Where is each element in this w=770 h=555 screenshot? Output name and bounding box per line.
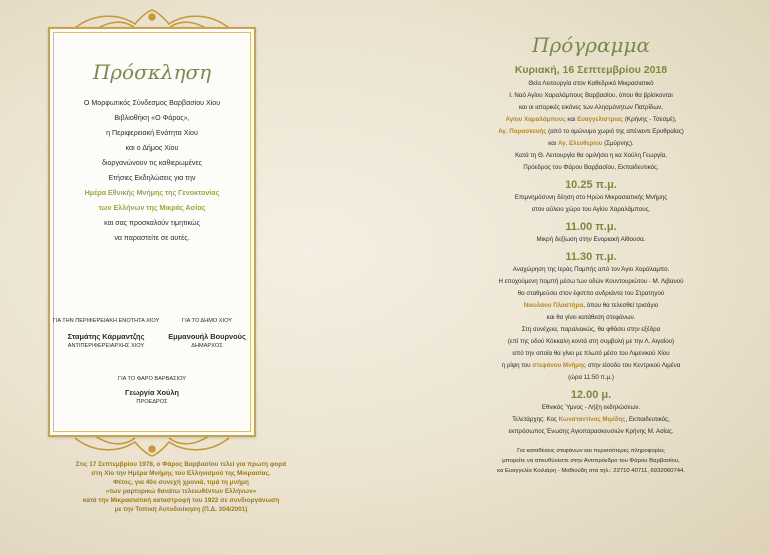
intro-line: και ο Δήμος Χίου — [125, 144, 179, 152]
text-line: Επιμνημόσυνη δέηση στο Ηρώο Μικρασιατικής Μνήμης — [514, 194, 668, 201]
program-column — [420, 34, 762, 476]
highlight-line: Ημέρα Εθνικής Μνήμης της Γενοκτονίας — [84, 189, 220, 197]
note-line: στη Χίο την Ημέρα Μνήμης του Ελληνισμού της Μικρασίας. — [91, 470, 271, 477]
signer-role: ΑΝΤΙΠΕΡΙΦΕΡΕΙΑΡΧΗΣ ΧΙΟΥ — [67, 343, 145, 349]
signer-name: Γεωργία Χούλη — [125, 388, 179, 397]
text: Τελετάρχης: Κος — [512, 416, 559, 423]
text-line — [420, 138, 762, 150]
wreath-name: στεφάνου Μνήμης — [532, 362, 587, 369]
intro-line: Βιβλιοθήκη «Ο Φάρος», — [114, 114, 190, 122]
text-line: (επί της οδού Κόκκαλη κοντά στη συμβολή με την Λ. Αιγαίου) — [507, 338, 675, 345]
note-line: «των μαρτυρικώ θανάτω τελειωθέντων Ελλήνων» — [105, 488, 257, 495]
note-line: Στις 17 Σεπτεμβρίου 1978, ο Φάρος Βαρβασίου τελεί για πρώτη φορά — [75, 461, 287, 468]
text-line: και οι ιστορικές εικόνες των Αλησμόνητων Πατρίδων, — [519, 104, 663, 111]
note-line: κατά την Μικρασιατική καταστροφή του 1922 σε συνδιοργάνωση — [82, 497, 280, 504]
text-line: Πρόεδρος του Φάρου Βαρβασίου, Εκπαιδευτικός. — [523, 164, 659, 171]
signer-role: ΠΡΟΕΔΡΟΣ — [136, 399, 168, 405]
text: στην είσοδο του Κεντρικού Λιμένα — [586, 362, 681, 369]
time-heading: 12.00 μ. — [570, 389, 612, 401]
text-line: Κατά τη Θ. Λειτουργία θα ομιλήσει η κα Χούλη Γεωργία, — [515, 152, 667, 159]
highlight-line: των Ελλήνων της Μικράς Ασίας — [98, 204, 206, 212]
text-line: Εθνικός Ύμνος - Λήξη εκδηλώσεων. — [541, 404, 641, 411]
footer-line: Για καταθέσεις στεφάνων και περισσότερες πληροφορίες — [517, 448, 665, 454]
text: (Σμύρνης). — [602, 140, 634, 147]
text-line: Θεία Λειτουργία στον Καθεδρικό Μικρασιατικό — [528, 80, 654, 87]
signer-name: Εμμανουήλ Βουρνούς — [168, 332, 246, 341]
text-line — [420, 300, 762, 312]
text-line: (ώρα 11:50 π.μ.) — [568, 374, 614, 381]
text-line: και θα γίνει κατάθεση στεφάνων. — [546, 314, 636, 321]
text: και — [548, 140, 558, 147]
text: (Κρήνης - Τσεσμέ), — [623, 116, 677, 123]
intro-line: διοργανώνουν τις καθιερωμένες — [101, 159, 203, 167]
time-heading: 11.30 π.μ. — [565, 251, 617, 263]
note-line: με την Τοπική Αυτοδιοίκηση (Π.Δ. 304/2001) — [114, 506, 248, 513]
bottom-flourish — [75, 436, 229, 456]
signer-for: ΓΙΑ ΤΟ ΔΗΜΟ ΧΙΟΥ — [182, 318, 232, 324]
closing-line: και σας προσκαλούν τιμητικώς — [104, 219, 200, 227]
signer-for: ΓΙΑ ΤΗΝ ΠΕΡΙΦΕΡΕΙΑΚΗ ΕΝΟΤΗΤΑ ΧΙΟΥ — [52, 318, 160, 324]
footer-line: κα Ευαγγελία Κοιλιάρη - Μαθιούδη στα τηλ.: 22710 40711, 6932060744. — [497, 468, 685, 474]
saint-name: Αγ. Ελευθερίου — [557, 140, 603, 147]
note-line: Φέτος, για 40ο συνεχή χρονιά, τιμά τη μνήμη — [113, 479, 249, 486]
text: , όπου θα τελεσθεί τρισάγιο — [583, 302, 659, 309]
history-notes — [30, 460, 332, 514]
signer — [52, 318, 160, 350]
text-line: Η εποχούμενη πομπή μέσω των οδών Κουντουριώτου - Μ. Λιβανού — [498, 278, 684, 285]
signer-role: ΔΗΜΑΡΧΟΣ — [191, 343, 223, 349]
invitation-content — [52, 60, 252, 430]
person-name: Κωνσταντίνος Μιμίδης — [558, 416, 626, 423]
text-line: Ι. Ναό Αγίου Χαραλάμπους Βαρβασίου, όπου θα βρίσκονται — [509, 92, 673, 99]
time-heading: 11.00 π.μ. — [565, 221, 617, 233]
signer-name: Σταμάτης Κάρμαντζης — [67, 332, 145, 341]
text: , Εκπαιδευτικός, — [625, 416, 670, 423]
text-line: Αναχώρηση της Ιεράς Πομπής από τον Άγιο Χαράλαμπο. — [512, 266, 670, 273]
signers-row — [52, 318, 252, 350]
text-line — [420, 126, 762, 138]
intro-line: η Περιφερειακή Ενότητα Χίου — [106, 129, 198, 137]
text-line — [420, 360, 762, 372]
text: και — [565, 116, 578, 123]
text-line — [420, 114, 762, 126]
saint-name: Αγίου Χαραλάμπους — [505, 116, 566, 123]
text: η ρίψη του — [501, 362, 533, 369]
program-title: Πρόγραμμα — [532, 33, 650, 57]
intro-line: Ο Μορφωτικός Σύνδεσμος Βαρβασίου Χίου — [83, 99, 221, 107]
saint-name: Ευαγγελίστριας — [577, 116, 624, 123]
closing-line: να παραστείτε σε αυτές. — [114, 234, 190, 242]
signer — [162, 318, 252, 350]
program-date: Κυριακή, 16 Σεπτεμβρίου 2018 — [514, 64, 668, 76]
saint-name: Αγ. Παρασκευής — [498, 128, 547, 135]
text-line: στον αύλειο χώρο του Αγίου Χαραλάμπους. — [531, 206, 651, 213]
invitation-title: Πρόσκληση — [92, 60, 212, 84]
time-heading: 10.25 π.μ. — [565, 179, 617, 191]
text-line: από την οποία θα γίνει με πλωτό μέσο του Λιμενικού Χίου — [512, 350, 670, 357]
signer-for: ΓΙΑ ΤΟ ΦΑΡΟ ΒΑΡΒΑΣΙΟΥ — [118, 376, 186, 382]
signer-center — [52, 376, 252, 406]
text-line — [420, 414, 762, 426]
text-line: θα σταθμεύσει στον έφιππο ανδριάντα του Στρατηγού — [517, 290, 665, 297]
text-line: Μικρή δεξίωση στην Ενοριακή Αίθουσα. — [536, 236, 646, 243]
person-name: Νικολάου Πλαστήρα — [523, 302, 584, 309]
intro-line: Ετήσιες Εκδηλώσεις για την — [108, 174, 196, 182]
text: (από το ομώνυμο χωριό της απέναντι Ερυθραίας) — [546, 128, 684, 135]
text-line: εκπρόσωπος Ένωσης Αγιοπαρασκευσιών Κρήνης Μ. Ασίας. — [508, 428, 674, 435]
text-line: Στη συνέχεια, παραλιακώς, θα φθάσει στην εξέδρα — [521, 326, 661, 333]
footer-line: μπορείτε να απευθύνεστε στην Αντιπρόεδρο του Φάρου Βαρβασίου, — [502, 458, 680, 464]
